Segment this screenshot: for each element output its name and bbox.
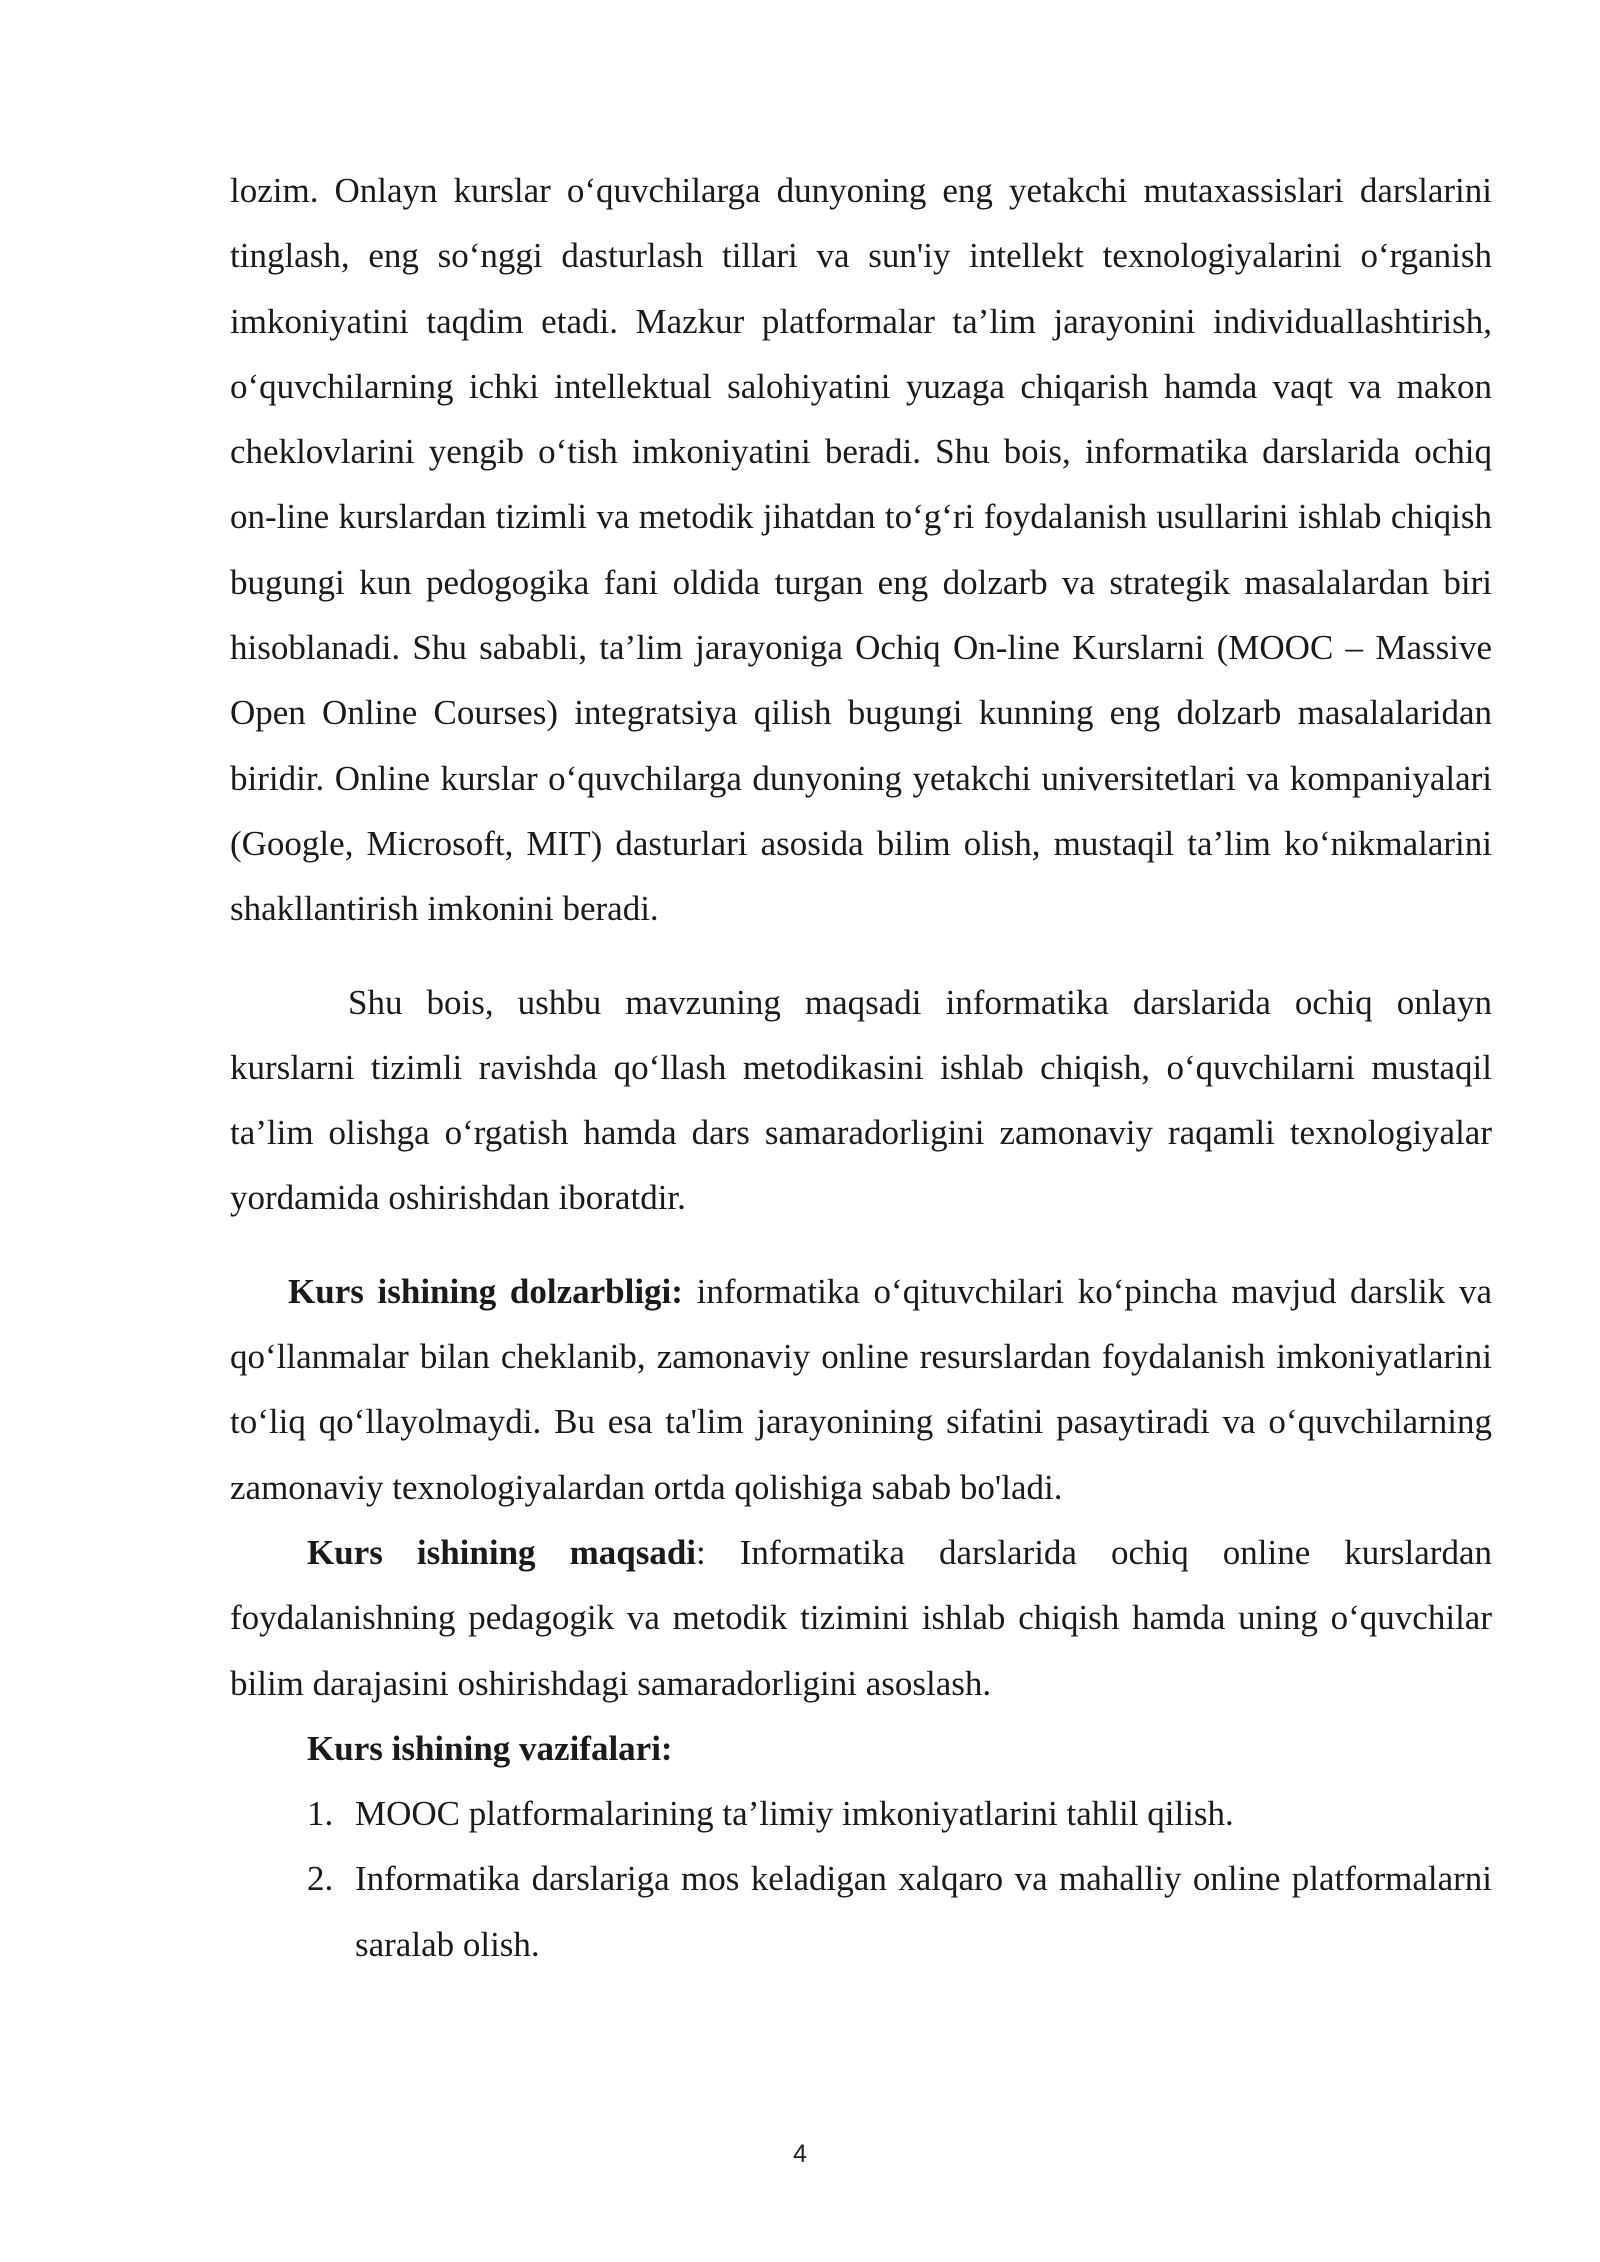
relevance-text: informatika o‘qituvchilari ko‘pincha mavjud darslik va qo‘llanmalar bilan cheklanib, zamonaviy online resurslardan foydalanish imkoniyatlarini to‘liq qo‘llayolmaydi. Bu esa ta'lim jarayonining sifatini pasaytiradi va o‘quvchilarning zamonaviy texnologiyalardan ortda qolishiga sabab bo'ladi. <box>230 1271 1492 1507</box>
page-number: 4 <box>793 2140 807 2168</box>
paragraph-relevance <box>230 1259 1492 1520</box>
page-content <box>230 158 1492 1977</box>
paragraph-purpose: Shu bois, ushbu mavzuning maqsadi informatika darslarida ochiq onlayn kurslarni tizimli ravishda qo‘llash metodikasini ishlab chiqish, o‘quvchilarni mustaqil ta’lim olishga o‘rgatish hamda dars samaradorligini zamonaviy raqamli texnologiyalar yordamida oshirishdan iboratdir. <box>230 982 1492 1218</box>
goal-text: : Informatika darslarida ochiq online kurslardan foydalanishning pedagogik va metodik tizimini ishlab chiqish hamda uning o‘quvchilar bilim darajasini oshirishdagi samaradorligini asoslash. <box>230 1532 1492 1703</box>
task-text: MOOC platformalarining ta’limiy imkoniyatlarini tahlil qilish. <box>355 1794 1234 1834</box>
task-number: 1. <box>307 1794 334 1834</box>
tasks-heading: Kurs ishining vazifalari: <box>307 1728 673 1768</box>
task-number: 2. <box>307 1859 334 1899</box>
paragraph-intro: lozim. Onlayn kurslar o‘quvchilarga dunyoning eng yetakchi mutaxassislari darslarini tinglash, eng so‘nggi dasturlash tillari va sun'iy intellekt texnologiyalarini o‘rganish imkoniyatini taqdim etadi. Mazkur platformalar ta’lim jarayonini individuallashtirish, o‘quvchilarning ichki intellektual salohiyatini yuzaga chiqarish hamda vaqt va makon cheklovlarini yengib o‘tish imkoniyatini beradi. Shu bois, informatika darslarida ochiq on-line kurslardan tizimli va metodik jihatdan to‘g‘ri foydalanish usullarini ishlab chiqish bugungi kun pedogogika fani oldida turgan eng dolzarb va strategik masalalardan biri hisoblanadi. Shu sababli, ta’lim jarayoniga Ochiq On-line Kurslarni (MOOC – Massive Open Online Courses) integratsiya qilish bugungi kunning eng dolzarb masalalaridan biridir. Online kurslar o‘quvchilarga dunyoning yetakchi universitetlari va kompaniyalari (Google, Microsoft, MIT) dasturlari asosida bilim olish, mustaqil ta’lim ko‘nikmalarini shakllantirish imkonini beradi. <box>230 171 1492 929</box>
relevance-heading: Kurs ishining dolzarbligi: <box>288 1271 683 1311</box>
goal-heading: Kurs ishining maqsadi <box>307 1532 697 1572</box>
tasks-list <box>230 1781 1492 1977</box>
task-text: Informatika darslariga mos keladigan xalqaro va mahalliy online platformalarni saralab olish. <box>355 1859 1492 1964</box>
task-item-2 <box>230 1846 1492 1977</box>
task-item-1 <box>230 1781 1492 1846</box>
paragraph-goal <box>230 1520 1492 1716</box>
